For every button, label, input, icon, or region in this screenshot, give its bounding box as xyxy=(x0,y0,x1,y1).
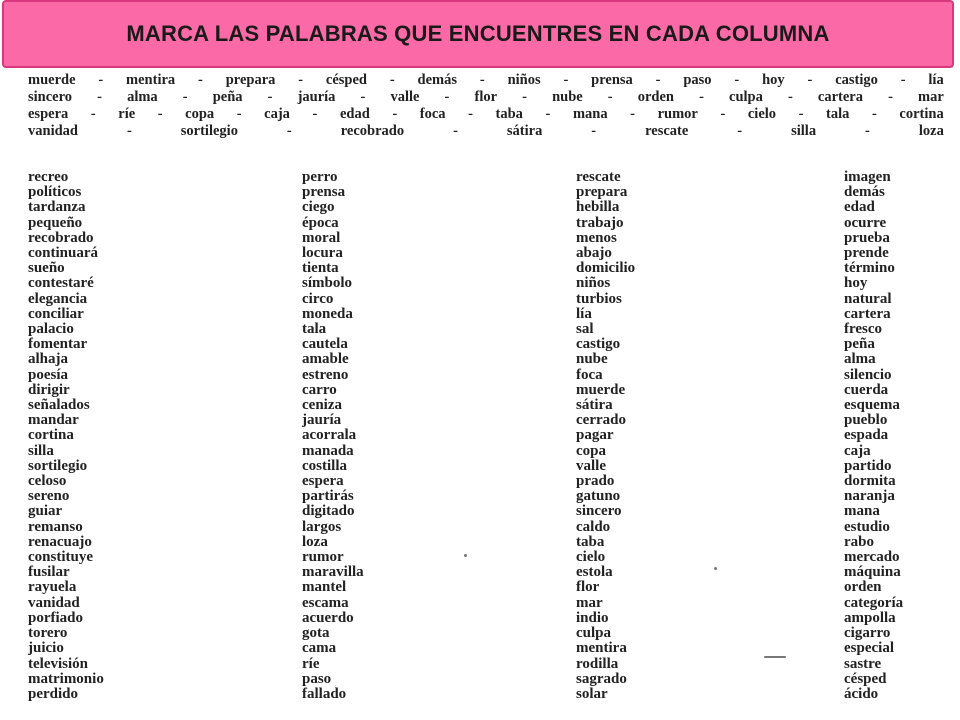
column-word: silencio xyxy=(844,366,892,383)
column-word: alma xyxy=(844,351,876,368)
column-word: indio xyxy=(576,609,609,626)
column-word: máquina xyxy=(844,564,901,581)
title-banner xyxy=(2,0,954,68)
word: sortilegio xyxy=(180,123,238,139)
column-word: tala xyxy=(302,321,327,338)
column-word: partido xyxy=(844,457,892,474)
word: peña xyxy=(212,89,243,105)
word: espera xyxy=(28,106,69,122)
separator: - xyxy=(97,89,102,105)
scan-speck xyxy=(764,656,786,658)
word: alma xyxy=(127,89,158,105)
separator: - xyxy=(655,72,661,88)
column-word: época xyxy=(302,214,339,231)
column-word: cerrado xyxy=(576,412,626,429)
column-word: lía xyxy=(576,305,592,322)
column-word: vanidad xyxy=(28,594,80,611)
column-word: renacuajo xyxy=(28,533,92,550)
separator: - xyxy=(236,106,242,122)
column-word: muerde xyxy=(576,381,626,398)
word: copa xyxy=(185,106,215,122)
column-word: silla xyxy=(28,442,54,459)
word: mar xyxy=(918,89,944,105)
separator: - xyxy=(267,89,273,105)
word: tala xyxy=(826,106,850,122)
column-word: conciliar xyxy=(28,305,84,322)
word: silla xyxy=(791,123,817,139)
column-word: moral xyxy=(302,229,341,246)
column-word: remanso xyxy=(28,518,83,535)
column-word: rescate xyxy=(576,169,621,185)
column-word: ampolla xyxy=(844,609,896,626)
column-word: rodilla xyxy=(576,655,619,672)
separator: - xyxy=(157,106,163,122)
separator: - xyxy=(563,72,569,88)
column-word: cigarro xyxy=(844,625,891,642)
column-word: amable xyxy=(302,351,349,368)
word: mentira xyxy=(126,72,176,88)
word-list-row xyxy=(28,72,944,89)
column-word: celoso xyxy=(28,473,67,490)
word: caja xyxy=(264,106,290,122)
column-word: costilla xyxy=(302,457,347,474)
column-word: jauría xyxy=(302,412,342,429)
column-word: menos xyxy=(576,229,617,246)
separator: - xyxy=(360,89,366,105)
column-word: prensa xyxy=(302,184,346,201)
separator: - xyxy=(479,72,485,88)
word: valle xyxy=(390,89,420,105)
word: rescate xyxy=(645,123,689,139)
separator: - xyxy=(468,106,473,122)
column-word: estreno xyxy=(302,366,349,383)
word: orden xyxy=(637,89,674,105)
column-word: sueño xyxy=(28,260,65,277)
word: cortina xyxy=(899,106,944,122)
separator: - xyxy=(198,72,203,88)
separator: - xyxy=(734,72,740,88)
column-word: caja xyxy=(844,442,871,459)
separator: - xyxy=(737,123,743,139)
column-word: sastre xyxy=(844,655,882,672)
column-word: flor xyxy=(576,579,600,596)
column-word: maravilla xyxy=(302,564,364,581)
column-word: poesía xyxy=(28,366,69,383)
separator: - xyxy=(787,89,793,105)
column-word: perro xyxy=(302,169,338,185)
column-word: juicio xyxy=(28,640,64,657)
column-word: sincero xyxy=(576,503,622,520)
word: mana xyxy=(572,106,608,122)
word: prensa xyxy=(591,72,633,88)
column-word: fallado xyxy=(302,685,347,702)
word: césped xyxy=(325,72,368,88)
word: demás xyxy=(417,72,458,88)
column-word: manada xyxy=(302,442,354,459)
column-word: partirás xyxy=(302,488,354,505)
column-word: nube xyxy=(576,351,608,368)
word: cartera xyxy=(817,89,863,105)
column-word: carro xyxy=(302,381,337,398)
column-word: perdido xyxy=(28,685,79,702)
word: rumor xyxy=(657,106,698,122)
separator: - xyxy=(545,106,551,122)
column-word: prende xyxy=(844,245,889,262)
separator: - xyxy=(286,123,292,139)
separator: - xyxy=(888,89,893,105)
column-word: guiar xyxy=(28,503,63,520)
column-word: niños xyxy=(576,275,611,292)
separator: - xyxy=(871,106,877,122)
separator: - xyxy=(182,89,188,105)
column-word: culpa xyxy=(576,625,612,642)
column-word: cama xyxy=(302,640,337,657)
word: hoy xyxy=(762,72,785,88)
column-word: paso xyxy=(302,670,332,687)
column-word: elegancia xyxy=(28,290,88,307)
column-word: hoy xyxy=(844,275,868,292)
column-word: abajo xyxy=(576,245,612,262)
word-list-row xyxy=(28,89,944,106)
column-word: prueba xyxy=(844,229,890,246)
column-word: largos xyxy=(302,518,342,535)
column-word: recobrado xyxy=(28,229,94,246)
word: sincero xyxy=(28,89,73,105)
word-list-row xyxy=(28,123,944,140)
column-word: rayuela xyxy=(28,579,77,596)
column-word: prado xyxy=(576,473,615,490)
column-word: solar xyxy=(576,685,608,702)
separator: - xyxy=(798,106,804,122)
word: edad xyxy=(339,106,370,122)
column-word: ceniza xyxy=(302,397,342,414)
word: niños xyxy=(507,72,541,88)
separator: - xyxy=(444,89,450,105)
column-word: moneda xyxy=(302,305,353,322)
column-word: cautela xyxy=(302,336,348,353)
column-word: locura xyxy=(302,245,343,262)
separator: - xyxy=(720,106,726,122)
word: taba xyxy=(495,106,523,122)
column-word: fusilar xyxy=(28,564,70,581)
column-word: domicilio xyxy=(576,260,636,277)
word: ríe xyxy=(118,106,136,122)
column-word: césped xyxy=(844,670,887,687)
word: nube xyxy=(552,89,583,105)
separator: - xyxy=(126,123,132,139)
column-word: castigo xyxy=(576,336,621,353)
word: loza xyxy=(918,123,944,139)
column-word: trabajo xyxy=(576,214,624,231)
column-word: hebilla xyxy=(576,199,620,216)
separator: - xyxy=(865,123,870,139)
column-word: imagen xyxy=(844,169,891,185)
column-word: gatuno xyxy=(576,488,621,505)
scan-speck xyxy=(464,554,467,557)
column-word: matrimonio xyxy=(28,670,104,687)
word: muerde xyxy=(28,72,76,88)
column-word: tardanza xyxy=(28,199,86,216)
column-word: estola xyxy=(576,564,613,581)
column-word: digitado xyxy=(302,503,355,520)
column-word: orden xyxy=(844,579,882,596)
column-word: ocurre xyxy=(844,214,887,231)
separator: - xyxy=(630,106,636,122)
column-word: rabo xyxy=(844,533,874,550)
word-list-header xyxy=(28,72,944,140)
column-word: palacio xyxy=(28,321,74,338)
word: foca xyxy=(419,106,446,122)
column-word: caldo xyxy=(576,518,611,535)
column-word: gota xyxy=(302,625,330,642)
column-word: dormita xyxy=(844,473,896,490)
column-word: contestaré xyxy=(28,275,94,292)
column-word: políticos xyxy=(28,184,82,201)
word: paso xyxy=(683,72,712,88)
column-word: prepara xyxy=(576,184,628,201)
word: flor xyxy=(474,89,498,105)
word: jauría xyxy=(297,89,336,105)
column-word: natural xyxy=(844,290,892,307)
column-word: sereno xyxy=(28,488,70,505)
word-column-4 xyxy=(844,170,903,702)
column-word: turbios xyxy=(576,290,622,307)
scan-speck xyxy=(714,567,717,570)
column-word: constituye xyxy=(28,549,93,566)
column-word: naranja xyxy=(844,488,895,505)
column-word: ríe xyxy=(302,655,320,672)
column-word: copa xyxy=(576,442,606,459)
column-word: sagrado xyxy=(576,670,627,687)
column-word: continuará xyxy=(28,245,99,262)
separator: - xyxy=(807,72,813,88)
separator: - xyxy=(453,123,458,139)
separator: - xyxy=(312,106,318,122)
separator: - xyxy=(392,106,398,122)
column-word: recreo xyxy=(28,169,69,185)
word: recobrado xyxy=(340,123,405,139)
column-word: torero xyxy=(28,625,68,642)
column-word: mana xyxy=(844,503,880,520)
column-word: porfiado xyxy=(28,609,84,626)
column-word: mentira xyxy=(576,640,627,657)
column-word: alhaja xyxy=(28,351,69,368)
column-word: mantel xyxy=(302,579,347,596)
column-word: circo xyxy=(302,290,334,307)
column-word: mandar xyxy=(28,412,79,429)
separator: - xyxy=(591,123,597,139)
column-word: cartera xyxy=(844,305,891,322)
word: cielo xyxy=(747,106,777,122)
column-word: escama xyxy=(302,594,349,611)
column-word: símbolo xyxy=(302,275,353,292)
word: prepara xyxy=(225,72,276,88)
column-word: ácido xyxy=(844,685,879,702)
column-word: mar xyxy=(576,594,603,611)
column-word: mercado xyxy=(844,549,900,566)
column-word: peña xyxy=(844,336,875,353)
separator: - xyxy=(900,72,906,88)
page-title: MARCA LAS PALABRAS QUE ENCUENTRES EN CADA COLUMNA xyxy=(126,21,830,46)
column-word: acorrala xyxy=(302,427,357,444)
column-word: señalados xyxy=(28,397,90,414)
column-word: pagar xyxy=(576,427,614,444)
column-word: tienta xyxy=(302,260,339,277)
separator: - xyxy=(522,89,527,105)
column-word: ciego xyxy=(302,199,335,216)
column-word: loza xyxy=(302,533,328,550)
column-word: cortina xyxy=(28,427,74,444)
word: culpa xyxy=(729,89,763,105)
separator: - xyxy=(607,89,613,105)
separator: - xyxy=(389,72,395,88)
column-word: esquema xyxy=(844,397,900,414)
column-word: taba xyxy=(576,533,605,550)
separator: - xyxy=(699,89,704,105)
column-word: cuerda xyxy=(844,381,889,398)
column-word: demás xyxy=(844,184,885,201)
word: vanidad xyxy=(28,123,78,139)
column-word: edad xyxy=(844,199,875,216)
column-word: dirigir xyxy=(28,381,70,398)
column-word: fresco xyxy=(844,321,883,338)
column-word: estudio xyxy=(844,518,890,535)
column-word: sal xyxy=(576,321,594,338)
column-word: cielo xyxy=(576,549,606,566)
column-word: pueblo xyxy=(844,412,888,429)
scanned-worksheet xyxy=(28,72,944,712)
column-word: foca xyxy=(576,366,603,383)
separator: - xyxy=(90,106,96,122)
word: sátira xyxy=(506,123,543,139)
column-word: rumor xyxy=(302,549,344,566)
column-word: acuerdo xyxy=(302,609,354,626)
column-word: sátira xyxy=(576,397,613,414)
separator: - xyxy=(298,72,304,88)
word: lía xyxy=(928,72,944,88)
separator: - xyxy=(98,72,104,88)
column-word: valle xyxy=(576,457,606,474)
column-word: término xyxy=(844,260,895,277)
word-column-3 xyxy=(576,170,635,702)
column-word: sortilegio xyxy=(28,457,88,474)
word-column-1 xyxy=(28,170,104,702)
column-word: especial xyxy=(844,640,894,657)
column-word: pequeño xyxy=(28,214,83,231)
column-word: televisión xyxy=(28,655,88,672)
word-list-row xyxy=(28,106,944,123)
word: castigo xyxy=(835,72,878,88)
column-word: categoría xyxy=(844,594,904,611)
word-column-2 xyxy=(302,170,364,702)
column-word: espera xyxy=(302,473,344,490)
column-word: fomentar xyxy=(28,336,88,353)
column-word: espada xyxy=(844,427,889,444)
